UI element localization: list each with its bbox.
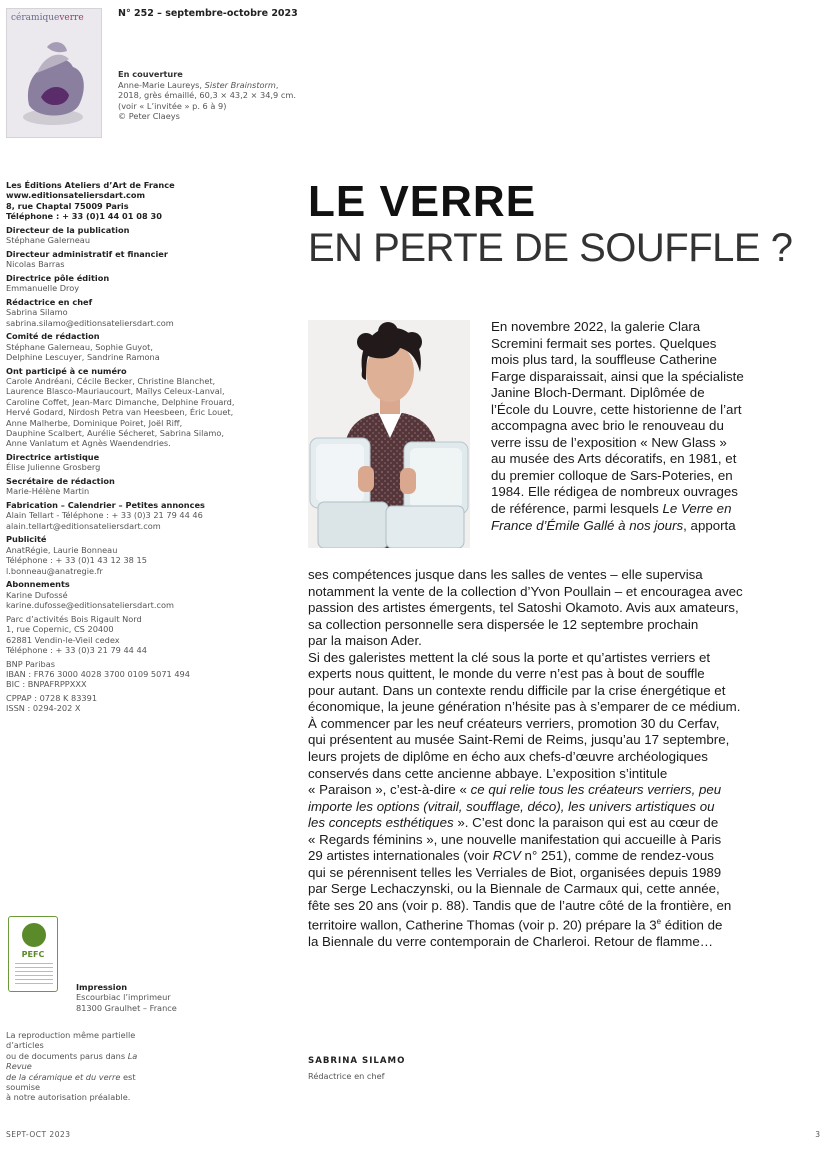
article-line: économique, la jeune génération n’hésite pas à s’emparer de ce médium. — [308, 699, 741, 715]
article-line: 29 artistes internationales (voir RCV n° 251), comme de rendez-vous — [308, 848, 714, 864]
cover-caption-line: (voir « L’invitée » p. 6 à 9) — [118, 100, 227, 111]
article-body-main — [308, 567, 743, 951]
masthead-role-value: l.bonneau@anatregie.fr — [6, 565, 103, 576]
masthead-role-block — [6, 452, 252, 473]
masthead-role-value: 62881 Vendin-le-Vieil cedex — [6, 634, 120, 645]
article-line: passion des artistes émergents, tel Satoshi Okamoto. Avis aux amateurs, — [308, 600, 739, 616]
masthead-role-value: CPPAP : 0728 K 83391 — [6, 692, 98, 703]
article-line: Scremini fermait ses portes. Quelques — [491, 335, 717, 351]
publisher-name: Les Éditions Ateliers d’Art de France — [6, 180, 175, 190]
masthead-role-block — [6, 366, 252, 449]
printer-name: Escourbiac l’imprimeur — [76, 992, 171, 1003]
masthead-role-label: Directrice artistique — [6, 452, 100, 463]
publisher-website: www.editionsateliersdart.com — [6, 190, 146, 201]
article-line: la Biennale du verre contemporain de Charleroi. Retour de flamme… — [308, 934, 714, 950]
masthead-role-label: Comité de rédaction — [6, 331, 100, 342]
issue-number: N° 252 – septembre-octobre 2023 — [118, 8, 298, 19]
masthead-role-value: Laurence Blasco-Mauriaucourt, Maïlys Celeux-Lanval, — [6, 386, 225, 397]
article-body-intro — [491, 319, 744, 534]
masthead-roles — [6, 225, 252, 714]
printer-address: 81300 Graulhet – France — [76, 1002, 177, 1013]
masthead-role-block — [6, 614, 252, 656]
masthead-role-value: Anne Vanlatum et Agnès Waendendries. — [6, 438, 171, 449]
masthead-role-label: Abonnements — [6, 579, 70, 590]
author-portrait-photo — [308, 320, 470, 548]
masthead-role-value: Stéphane Galerneau, Sophie Guyot, — [6, 341, 153, 352]
masthead-role-block — [6, 579, 252, 610]
article-line: territoire wallon, Catherine Thomas (voir p. 20) prépare la 3e édition de — [308, 917, 723, 933]
article-line: 1984. Elle rédigea de nombreux ouvrages — [491, 484, 738, 500]
masthead-role-label: Publicité — [6, 534, 47, 545]
masthead-role-label: Fabrication – Calendrier – Petites annonces — [6, 500, 205, 511]
article-line: pour autant. Dans un contexte rendu difficile par la crise énergétique et — [308, 682, 726, 698]
masthead-role-label: Rédactrice en chef — [6, 296, 93, 307]
masthead-role-value: Parc d’activités Bois Rigault Nord — [6, 613, 142, 624]
cover-caption-line: 2018, grès émaillé, 60,3 × 43,2 × 34,9 cm. — [118, 90, 296, 101]
cover-brand-left: céramique — [11, 13, 60, 23]
pefc-certification-badge — [8, 916, 58, 992]
masthead-role-value: Sabrina Silamo — [6, 307, 68, 318]
masthead-role-value: Marie-Hélène Martin — [6, 486, 90, 497]
article-line: Si des galeristes mettent la clé sous la porte et qu’artistes verriers et — [308, 649, 711, 665]
footer-issue-date: SEPT-OCT 2023 — [6, 1130, 71, 1139]
article-title: LE VERRE — [308, 177, 537, 226]
masthead-role-label: Directeur de la publication — [6, 224, 130, 235]
article-line: par la maison Ader. — [308, 633, 422, 649]
article-line: Farge disparaissait, ainsi que la spécialiste — [491, 368, 744, 384]
article-line: « Paraison », c’est-à-dire « ce qui relie tous les créateurs verriers, peu — [308, 782, 722, 798]
masthead-role-value: 1, rue Copernic, CS 20400 — [6, 624, 114, 635]
article-line: du premier colloque de Sars-Poteries, en — [491, 467, 733, 483]
masthead-role-value: Élise Julienne Grosberg — [6, 462, 101, 473]
masthead-role-block — [6, 659, 252, 690]
masthead-role-value: IBAN : FR76 3000 4028 3700 0109 5071 494 — [6, 668, 190, 679]
masthead-role-block — [6, 225, 252, 246]
article-line: France d’Émile Gallé à nos jours, apporta — [491, 517, 736, 533]
masthead-role-value: Delphine Lescuyer, Sandrine Ramona — [6, 352, 160, 363]
masthead-role-value: ISSN : 0294-202 X — [6, 703, 81, 714]
masthead-role-block — [6, 500, 252, 531]
printing-label: Impression — [76, 982, 128, 992]
masthead-role-value: Caroline Coffet, Jean-Marc Dimanche, Delphine Frouard, — [6, 396, 235, 407]
masthead-role-value: Téléphone : + 33 (0)1 43 12 38 15 — [6, 555, 147, 566]
article-line: experts nous quittent, le monde du verre n’est pas à bout de souffle — [308, 666, 705, 682]
article-line: « Regards féminins », une nouvelle manifestation qui accueille à Paris — [308, 831, 722, 847]
article-line: importe les options (vitrail, soufflage, déco), les univers artistiques ou — [308, 798, 715, 814]
pefc-tree-icon — [22, 923, 46, 947]
article-line: conservés dans cette ancienne abbaye. L’exposition s’intitule — [308, 765, 668, 781]
masthead-role-block — [6, 249, 252, 270]
article-line: Janine Bloch-Dermant. Diplômée de — [491, 385, 705, 401]
masthead-role-value: alain.tellart@editionsateliersdart.com — [6, 520, 161, 531]
article-line: mois plus tard, la souffleuse Catherine — [491, 352, 717, 368]
footer-page-number: 3 — [815, 1130, 820, 1139]
reproduction-notice: La reproduction même partielle d’articles ou de documents parus dans La Revue de la céramique et du verre est soumise à notre autorisation préalable. — [6, 1030, 138, 1103]
masthead-role-value: Carole Andréani, Cécile Becker, Christine Blanchet, — [6, 376, 216, 387]
article-line: au musée des Arts décoratifs, en 1981, et — [491, 451, 737, 467]
masthead-role-block — [6, 273, 252, 294]
masthead-role-value: Téléphone : + 33 (0)3 21 79 44 44 — [6, 644, 147, 655]
masthead-role-value: Karine Dufossé — [6, 589, 68, 600]
masthead-role-block — [6, 476, 252, 497]
masthead-role-label: Directeur administratif et financier — [6, 248, 168, 259]
masthead-role-value: Stéphane Galerneau — [6, 235, 91, 246]
pefc-label: PEFC — [21, 950, 45, 959]
article-line: ses compétences jusque dans les salles de ventes – elle supervisa — [308, 567, 703, 582]
cover-brand-right: verre — [59, 13, 84, 23]
pefc-fine-print — [15, 963, 53, 987]
article-line: les concepts esthétiques ». C’est donc la paraison qui est au cœur de — [308, 815, 719, 831]
masthead-role-value: Hervé Godard, Nirdosh Petra van Heesbeen, Éric Louet, — [6, 407, 234, 418]
article-line: par Serge Lechaczynski, ou la Biennale de Carmaux qui, cette année, — [308, 881, 720, 897]
masthead-role-block — [6, 534, 252, 576]
masthead-role-value: sabrina.silamo@editionsateliersdart.com — [6, 317, 174, 328]
article-subtitle: EN PERTE DE SOUFFLE ? — [308, 226, 793, 270]
article-line: accompagna avec brio le renouveau du — [491, 418, 724, 434]
masthead-role-block — [6, 693, 252, 714]
publisher-block — [6, 180, 252, 222]
article-line: verre issu de l’exposition « New Glass » — [491, 434, 727, 450]
cover-thumbnail — [6, 8, 102, 138]
cover-brand — [11, 13, 84, 23]
article-line: qui se pérennisent telles les Verriales de Biot, organisées depuis 1989 — [308, 864, 722, 880]
masthead-role-value: AnatRégie, Laurie Bonneau — [6, 544, 118, 555]
masthead-role-label: Secrétaire de rédaction — [6, 476, 115, 487]
article-line: sa collection personnelle sera dispersée le 12 septembre prochain — [308, 616, 699, 632]
masthead-role-value: Nicolas Barras — [6, 259, 65, 270]
publisher-address: 8, rue Chaptal 75009 Paris — [6, 200, 129, 211]
article-line: qui présentent au musée Saint-Remi de Reims, jusqu’au 17 septembre, — [308, 732, 730, 748]
article-line: leurs projets de diplôme en écho aux chefs-d’œuvre archéologiques — [308, 749, 708, 765]
publisher-phone: Téléphone : + 33 (0)1 44 01 08 30 — [6, 211, 162, 222]
cover-caption-line: Anne-Marie Laureys, Sister Brainstorm, — [118, 79, 279, 90]
masthead-role-value: BNP Paribas — [6, 658, 55, 669]
cover-caption — [118, 69, 338, 122]
article-line: de référence, parmi lesquels Le Verre en — [491, 501, 732, 517]
cover-photo-credit: © Peter Claeys — [118, 111, 180, 122]
article-line: fête ses 20 ans (voir p. 88). Tandis que de l’autre côté de la frontière, en — [308, 897, 732, 913]
article-line: l’École du Louvre, cette historienne de l’art — [491, 401, 742, 417]
printing-info — [76, 982, 177, 1013]
article-line: notamment la vente de la collection d’Yvon Poullain – et encouragea avec — [308, 583, 743, 599]
masthead-role-value: Alain Tellart - Téléphone : + 33 (0)3 21 79 44 46 — [6, 510, 203, 521]
masthead-role-value: karine.dufosse@editionsateliersdart.com — [6, 600, 174, 611]
masthead-role-block — [6, 331, 252, 362]
article-line: En novembre 2022, la galerie Clara — [491, 319, 701, 334]
masthead-role-block — [6, 297, 252, 328]
masthead-role-value: Dauphine Scalbert, Aurélie Sécheret, Sabrina Silamo, — [6, 428, 225, 439]
masthead-role-value: Anne Malherbe, Dominique Poiret, Joël Riff, — [6, 417, 183, 428]
masthead — [6, 180, 252, 717]
masthead-role-value: BIC : BNPAFRPPXXX — [6, 679, 87, 690]
masthead-role-label: Directrice pôle édition — [6, 272, 110, 283]
article-line: À commencer par les neuf créateurs verriers, promotion 30 du Cerfav, — [308, 715, 720, 731]
article-author-role: Rédactrice en chef — [308, 1071, 385, 1081]
article-author: SABRINA SILAMO — [308, 1056, 406, 1066]
cover-sculpture-image — [7, 27, 102, 138]
masthead-role-value: Emmanuelle Droy — [6, 283, 80, 294]
cover-caption-title: En couverture — [118, 69, 183, 79]
masthead-role-label: Ont participé à ce numéro — [6, 365, 127, 376]
